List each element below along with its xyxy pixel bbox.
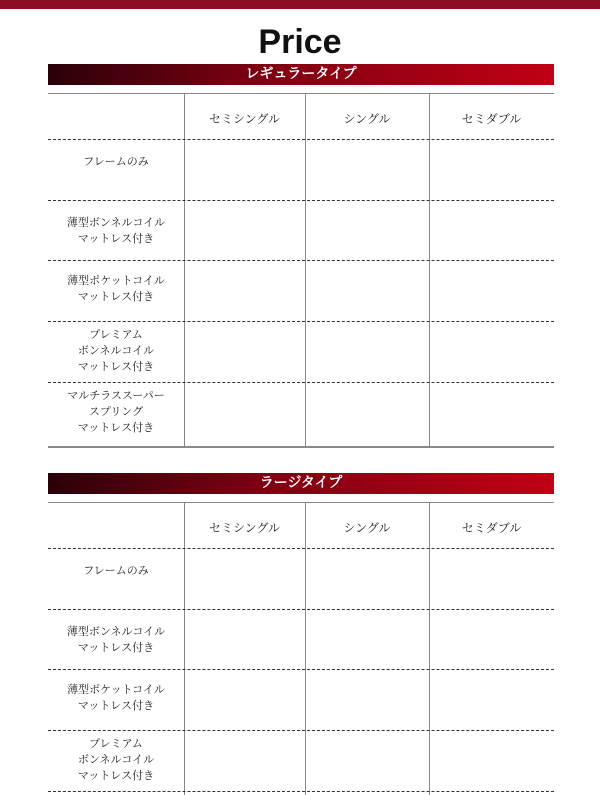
row-label-thin-bonnell: 薄型ボンネルコイル マットレス付き	[66, 625, 166, 654]
row-label-frame-only: フレームのみ	[83, 564, 149, 577]
price-table-regular	[48, 93, 554, 449]
row-divider	[48, 548, 554, 549]
row-label-premium-bonnell: プレミアム ボンネルコイル マットレス付き	[77, 737, 155, 782]
column-header-single: シングル	[343, 112, 391, 126]
row-label-multi-lath-super-spring: マルチラススーパー スプリング マットレス付き	[67, 389, 165, 434]
row-label-thin-pocket: 薄型ポケットコイル マットレス付き	[67, 274, 165, 303]
row-divider	[48, 791, 554, 792]
table-top-border	[48, 502, 554, 503]
column-divider	[305, 502, 306, 795]
row-divider	[48, 669, 554, 670]
row-label-frame-only: フレームのみ	[83, 155, 149, 168]
row-divider	[48, 730, 554, 731]
column-header-single: シングル	[343, 521, 391, 535]
column-header-semi-single: セミシングル	[208, 112, 281, 126]
table-top-border	[48, 93, 554, 94]
row-label-premium-bonnell: プレミアム ボンネルコイル マットレス付き	[77, 328, 155, 373]
column-divider	[184, 502, 185, 795]
row-divider	[48, 200, 554, 201]
row-divider	[48, 321, 554, 322]
column-divider	[429, 502, 430, 795]
section-header-large: ラージタイプ	[48, 473, 554, 494]
page-title: Price	[258, 23, 342, 61]
table-bottom-border	[48, 446, 554, 448]
row-label-thin-bonnell: 薄型ボンネルコイル マットレス付き	[66, 216, 166, 245]
row-label-thin-pocket: 薄型ポケットコイル マットレス付き	[67, 683, 165, 712]
row-divider	[48, 609, 554, 610]
column-header-semi-double: セミダブル	[461, 521, 522, 535]
column-header-semi-single: セミシングル	[208, 521, 281, 535]
top-accent-bar	[0, 0, 600, 9]
section-header-regular: レギュラータイプ	[48, 64, 554, 85]
price-table-large	[48, 502, 554, 795]
row-divider	[48, 382, 554, 383]
column-divider	[305, 93, 306, 447]
row-divider	[48, 260, 554, 261]
row-divider	[48, 139, 554, 140]
column-divider	[429, 93, 430, 447]
column-header-semi-double: セミダブル	[461, 112, 522, 126]
column-divider	[184, 93, 185, 447]
